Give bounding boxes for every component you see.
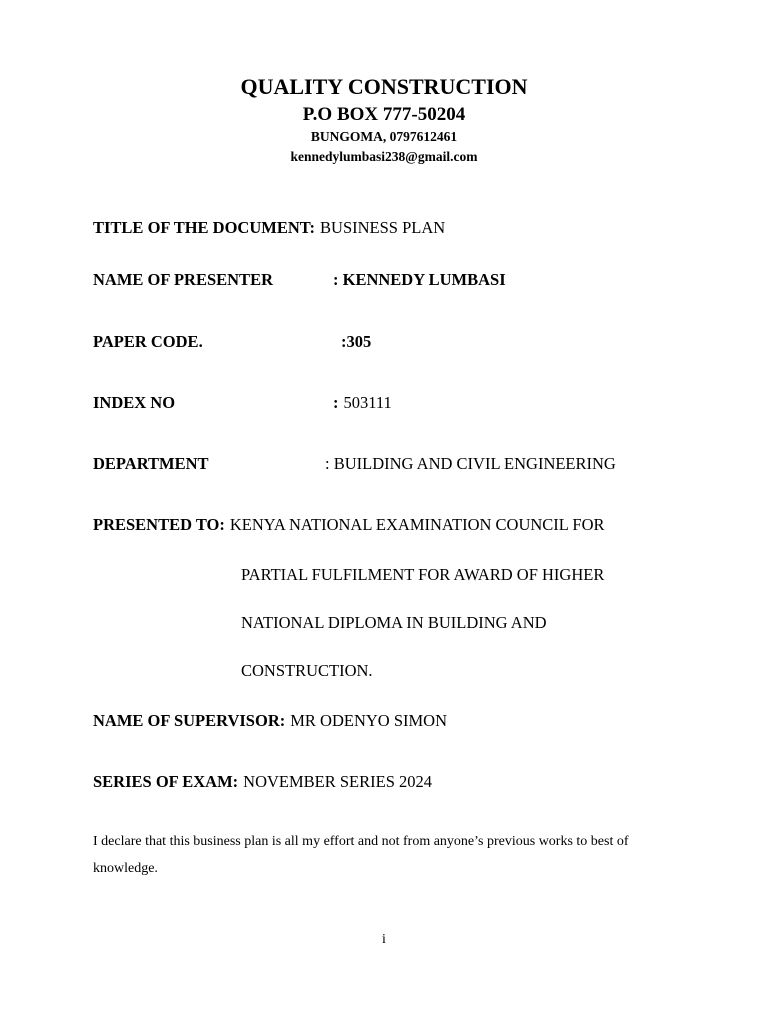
index-no-value: 503111 (343, 393, 392, 412)
exam-series-label: SERIES OF EXAM: (93, 772, 239, 791)
index-no-colon: : (333, 393, 339, 412)
presenter-label: NAME OF PRESENTER (93, 270, 273, 289)
document-title-value: BUSINESS PLAN (320, 218, 446, 237)
index-no-row (333, 393, 392, 413)
email-address: kennedylumbasi238@gmail.com (290, 149, 478, 164)
presented-to-line2: PARTIAL FULFILMENT FOR AWARD OF HIGHER (241, 565, 605, 584)
presented-to-label: PRESENTED TO: (93, 515, 225, 534)
index-no-label: INDEX NO (93, 393, 176, 412)
company-name: QUALITY CONSTRUCTION (240, 74, 528, 99)
presenter-value: : KENNEDY LUMBASI (333, 270, 506, 289)
presented-to-line4: CONSTRUCTION. (241, 661, 373, 680)
document-title-row (93, 218, 445, 238)
location-phone: BUNGOMA, 0797612461 (310, 129, 458, 144)
department-label: DEPARTMENT (93, 454, 209, 473)
supervisor-value: MR ODENYO SIMON (290, 711, 447, 730)
page-number: i (382, 932, 386, 947)
document-title-label: TITLE OF THE DOCUMENT: (93, 218, 316, 237)
exam-series-value: NOVEMBER SERIES 2024 (243, 772, 433, 791)
supervisor-label: NAME OF SUPERVISOR: (93, 711, 286, 730)
presented-to-row (93, 515, 604, 535)
presented-to-line1: KENYA NATIONAL EXAMINATION COUNCIL FOR (229, 515, 605, 534)
po-box: P.O BOX 777-50204 (302, 104, 466, 125)
exam-series-row (93, 772, 432, 792)
paper-code-value: :305 (341, 332, 372, 351)
presented-to-line3: NATIONAL DIPLOMA IN BUILDING AND (241, 613, 547, 632)
declaration-text: I declare that this business plan is all my effort and not from anyone’s previous works to best of knowledge. (93, 834, 629, 876)
paper-code-label: PAPER CODE. (93, 332, 203, 351)
department-value: : BUILDING AND CIVIL ENGINEERING (325, 454, 616, 473)
supervisor-row (93, 711, 447, 731)
